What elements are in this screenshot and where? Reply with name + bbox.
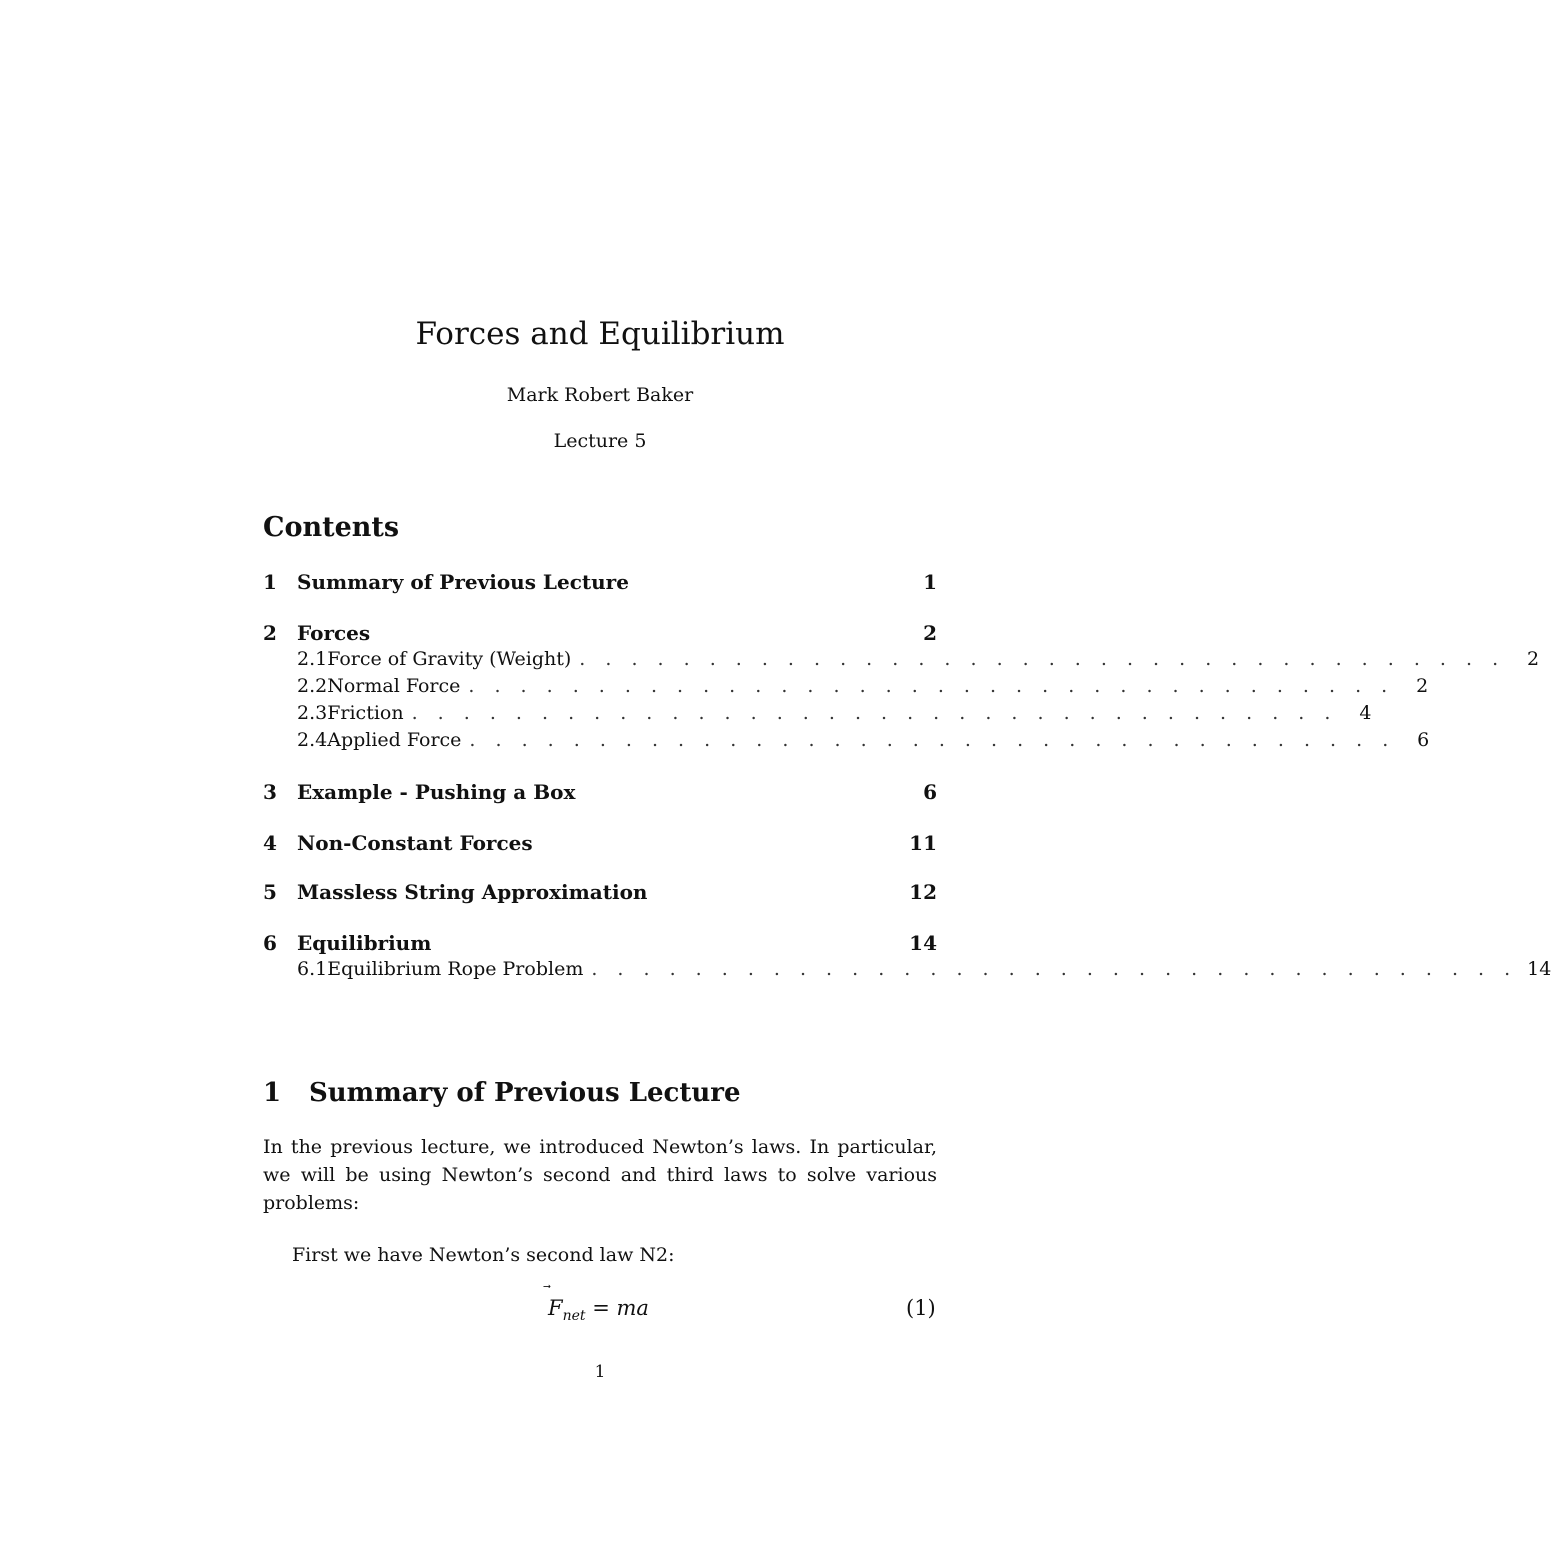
toc-section-entry[interactable] [263,880,937,908]
toc-entry-page: 14 [909,931,937,955]
section-heading [263,1078,741,1108]
toc-dot-leader: . . . . . . . . . . . . . . . . . . . . . . . . . . . . . . . . . . . . [469,729,1396,751]
toc-entry-number: 6 [263,931,277,955]
toc-subsection-entry[interactable] [263,648,1540,676]
toc-entry-number: 2.1 [297,648,328,670]
equation-body [548,1296,649,1324]
toc-entry-page: 2 [1416,675,1429,697]
toc-entry-label: Equilibrium [297,931,432,955]
toc-entry-page: 11 [909,831,937,855]
toc-entry-number: 2.3 [297,702,328,724]
toc-subsection-entry[interactable] [263,729,1430,757]
toc-entry-page: 2 [1527,648,1540,670]
toc-section-entry[interactable] [263,931,937,959]
toc-subsection-entry[interactable] [263,702,1372,730]
toc-dot-leader: . . . . . . . . . . . . . . . . . . . . . . . . . . . . . . . . . . . . [579,648,1506,670]
body-paragraph: In the previous lecture, we introduced Newton’s laws. In particular, we will be using Newton’s second and third laws to solve various problems: [263,1136,937,1214]
toc-subsection-entry[interactable] [263,958,1551,986]
toc-entry-page: 6 [923,780,937,804]
toc-entry-label: Equilibrium Rope Problem [327,958,584,980]
toc-subsection-entry[interactable] [263,675,1429,703]
toc-entry-number: 5 [263,880,277,904]
contents-heading: Contents [263,512,400,543]
equation-subscript: net [562,1308,586,1325]
toc-entry-label: Friction [327,702,404,724]
equation-number: (1) [906,1296,936,1320]
body-paragraph-intro: First we have Newton’s second law N2: [292,1244,675,1266]
section-title: Summary of Previous Lecture [309,1078,741,1108]
toc-entry-page: 1 [923,570,937,594]
toc-entry-page: 6 [1417,729,1430,751]
document-title: Forces and Equilibrium [415,316,785,352]
section-number: 1 [263,1078,282,1108]
page-number: 1 [594,1362,606,1382]
toc-dot-leader: . . . . . . . . . . . . . . . . . . . . . . . . . . . . . . . . . . . . [591,958,1518,980]
toc-dot-leader: . . . . . . . . . . . . . . . . . . . . . . . . . . . . . . . . . . . . [411,702,1338,724]
toc-section-entry[interactable] [263,621,937,649]
toc-entry-number: 3 [263,780,277,804]
toc-entry-number: 1 [263,570,277,594]
toc-entry-label: Massless String Approximation [297,880,648,904]
toc-entry-page: 4 [1359,702,1372,724]
toc-entry-label: Forces [297,621,371,645]
toc-entry-number: 2.2 [297,675,328,697]
toc-dot-leader: . . . . . . . . . . . . . . . . . . . . . . . . . . . . . . . . . . . . [468,675,1395,697]
toc-entry-number: 6.1 [297,958,328,980]
toc-entry-label: Summary of Previous Lecture [297,570,629,594]
toc-entry-page: 14 [1527,958,1551,980]
toc-entry-page: 2 [923,621,937,645]
equation-rhs: = ma [592,1296,649,1320]
toc-entry-label: Force of Gravity (Weight) [327,648,572,670]
document-author: Mark Robert Baker [506,384,694,406]
toc-entry-number: 4 [263,831,277,855]
toc-entry-label: Non-Constant Forces [297,831,533,855]
toc-section-entry[interactable] [263,570,937,598]
toc-entry-label: Normal Force [327,675,461,697]
toc-section-entry[interactable] [263,780,937,808]
toc-entry-number: 2.4 [297,729,328,751]
toc-entry-page: 12 [909,880,937,904]
lecture-label: Lecture 5 [553,430,647,452]
toc-entry-label: Applied Force [327,729,462,751]
toc-entry-label: Example - Pushing a Box [297,780,576,804]
toc-section-entry[interactable] [263,831,937,859]
equation-lhs: F [548,1296,563,1320]
toc-entry-number: 2 [263,621,277,645]
